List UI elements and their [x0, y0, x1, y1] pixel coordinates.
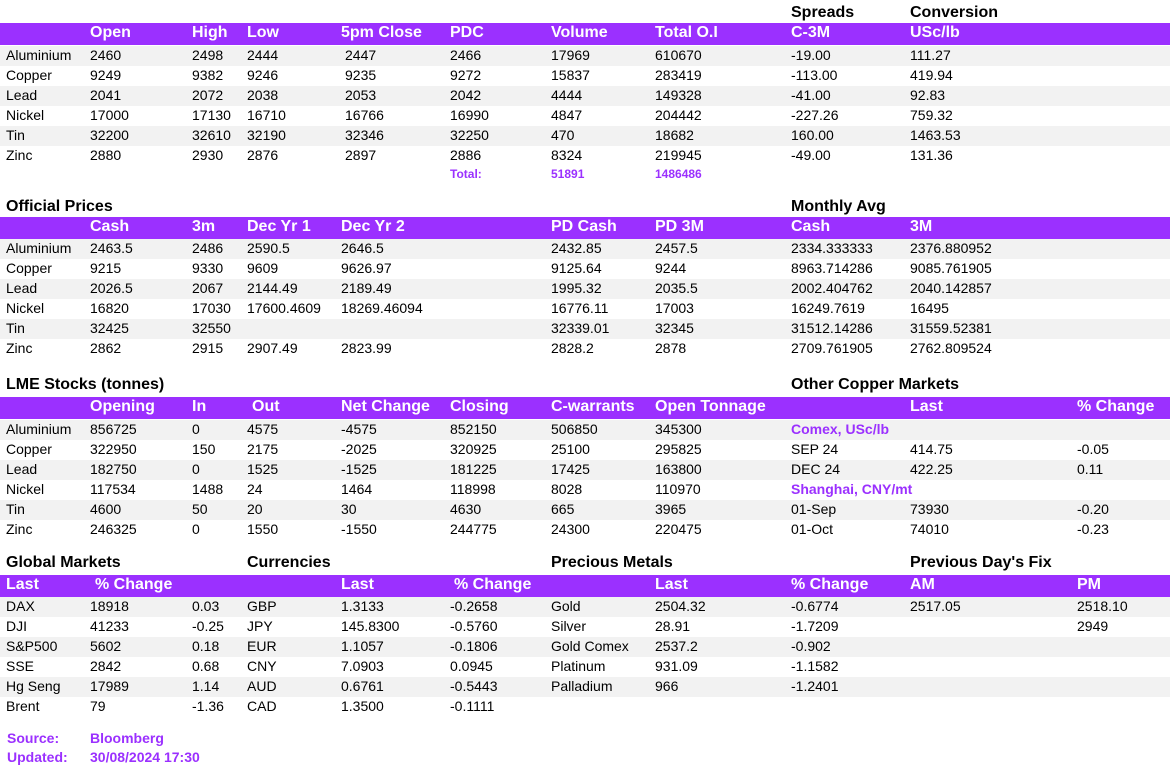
currency-cell-name: CAD [247, 698, 277, 714]
stocks-cell-metal: Aluminium [6, 421, 72, 437]
header-markets-last: Last [6, 576, 39, 593]
currency-cell-change: 0.0945 [450, 658, 493, 674]
top-cell-open: 2460 [90, 47, 122, 63]
official-cell-cash: 2463.5 [90, 240, 133, 256]
official-cell-dec-yr2: 9626.97 [341, 260, 392, 276]
other-copper-cell-market: 01-Oct [791, 521, 834, 537]
market-cell-change: -1.36 [192, 698, 224, 714]
market-cell-name: Hg Seng [6, 678, 61, 694]
header-c-warrants: C-warrants [551, 398, 635, 415]
official-title: Official Prices [6, 198, 113, 215]
header-3m: 3m [192, 218, 216, 235]
stocks-cell-closing: 118998 [450, 481, 496, 497]
spreads-title: Spreads [791, 4, 855, 21]
market-cell-name: DAX [6, 598, 35, 614]
stocks-cell-open-tonnage: 295825 [655, 441, 702, 457]
header-precious-last: Last [655, 576, 688, 593]
stocks-cell-in: 0 [192, 521, 200, 537]
row-band [0, 126, 1170, 146]
top-cell-c-3m: 160.00 [791, 127, 834, 143]
market-cell-name: SSE [6, 658, 35, 674]
top-cell-pdc: 9272 [450, 67, 482, 83]
stocks-cell-open-tonnage: 163800 [655, 461, 702, 477]
fix-cell-pm: 2949 [1077, 618, 1109, 634]
official-cell-monthly-3m: 2762.809524 [910, 340, 992, 356]
header-monthly-3m: 3M [910, 218, 933, 235]
currency-cell-change: -0.1111 [450, 698, 495, 714]
stocks-cell-metal: Tin [6, 501, 25, 517]
stocks-cell-opening: 246325 [90, 521, 137, 537]
top-cell-metal: Lead [6, 87, 38, 103]
header-volume: Volume [551, 24, 608, 41]
top-cell-metal: Copper [6, 67, 52, 83]
stocks-cell-in: 1488 [192, 481, 224, 497]
precious-cell-last: 28.91 [655, 618, 691, 634]
currency-cell-change: -0.2658 [450, 598, 498, 614]
stocks-cell-c-warrants: 24300 [551, 521, 590, 537]
official-cell-dec-yr1: 2907.49 [247, 340, 298, 356]
stocks-cell-closing: 4630 [450, 501, 482, 517]
header-pd-3m: PD 3M [655, 218, 704, 235]
official-cell-3m: 2486 [192, 240, 224, 256]
official-cell-cash: 2026.5 [90, 280, 133, 296]
header-opening: Opening [90, 398, 155, 415]
header-pdc: PDC [450, 24, 484, 41]
updated-label: Updated: [7, 749, 68, 765]
header-currencies-last: Last [341, 576, 374, 593]
other-copper-cell-change: -0.20 [1077, 501, 1109, 517]
global-header-bar [0, 575, 1170, 597]
official-cell-monthly-3m: 9085.761905 [910, 260, 992, 276]
official-cell-3m: 17030 [192, 300, 231, 316]
top-cell-usc-lb: 131.36 [910, 147, 953, 163]
stocks-cell-c-warrants: 17425 [551, 461, 590, 477]
top-cell-high: 32610 [192, 127, 231, 143]
top-cell-pdc: 2042 [450, 87, 482, 103]
official-cell-3m: 32550 [192, 320, 231, 336]
header-c-3m: C-3M [791, 24, 831, 41]
header-net-change: Net Change [341, 398, 430, 415]
official-cell-metal: Nickel [6, 300, 45, 316]
top-cell-open: 32200 [90, 127, 129, 143]
other-copper-cell-market: DEC 24 [791, 461, 841, 477]
official-cell-pd-cash: 16776.11 [551, 300, 609, 316]
official-cell-pd-cash: 1995.32 [551, 280, 602, 296]
precious-cell-change: -1.7209 [791, 618, 839, 634]
precious-cell-last: 2537.2 [655, 638, 698, 654]
top-cell-c-3m: -113.00 [791, 67, 838, 83]
precious-cell-name: Palladium [551, 678, 613, 694]
top-cell-volume: 15837 [551, 67, 590, 83]
official-cell-pd-cash: 2432.85 [551, 240, 602, 256]
updated-value: 30/08/2024 17:30 [90, 749, 200, 765]
top-cell-open: 17000 [90, 107, 129, 123]
official-cell-cash: 9215 [90, 260, 122, 276]
top-cell-usc-lb: 111.27 [910, 47, 951, 63]
conversion-title: Conversion [910, 4, 999, 21]
stocks-cell-out: 4575 [247, 421, 279, 437]
top-cell-high: 2930 [192, 147, 224, 163]
top-cell-high: 17130 [192, 107, 231, 123]
top-cell-volume: 470 [551, 127, 575, 143]
fix-title: Previous Day's Fix [910, 554, 1052, 571]
header-monthly-cash: Cash [791, 218, 831, 235]
currency-cell-name: JPY [247, 618, 273, 634]
header-fix-am: AM [910, 576, 935, 593]
currency-cell-last: 1.1057 [341, 638, 384, 654]
official-cell-cash: 2862 [90, 340, 122, 356]
header-open-tonnage: Open Tonnage [655, 398, 766, 415]
stocks-cell-metal: Copper [6, 441, 52, 457]
top-cell-close-5pm: 2053 [345, 87, 377, 103]
stocks-cell-net-change: -1550 [341, 521, 377, 537]
official-cell-cash: 16820 [90, 300, 129, 316]
official-cell-dec-yr1: 9609 [247, 260, 279, 276]
stocks-title: LME Stocks (tonnes) [6, 376, 165, 393]
official-cell-monthly-3m: 16495 [910, 300, 949, 316]
top-cell-metal: Aluminium [6, 47, 72, 63]
top-cell-close-5pm: 16766 [345, 107, 384, 123]
official-cell-pd-cash: 2828.2 [551, 340, 594, 356]
other-copper-cell-last: 74010 [910, 521, 949, 537]
official-cell-pd-3m: 9244 [655, 260, 687, 276]
market-cell-last: 2842 [90, 658, 122, 674]
official-cell-dec-yr2: 2646.5 [341, 240, 384, 256]
precious-cell-change: -1.2401 [791, 678, 839, 694]
currency-cell-name: EUR [247, 638, 277, 654]
top-cell-high: 2498 [192, 47, 224, 63]
stocks-cell-opening: 856725 [90, 421, 137, 437]
other-copper-cell-last: 414.75 [910, 441, 953, 457]
official-cell-metal: Tin [6, 320, 25, 336]
market-cell-name: Brent [6, 698, 40, 714]
stocks-cell-closing: 852150 [450, 421, 497, 437]
stocks-cell-open-tonnage: 110970 [655, 481, 701, 497]
currency-cell-last: 1.3500 [341, 698, 384, 714]
precious-cell-change: -0.6774 [791, 598, 839, 614]
official-cell-dec-yr2: 2189.49 [341, 280, 392, 296]
stocks-cell-net-change: -1525 [341, 461, 377, 477]
official-cell-dec-yr2: 18269.46094 [341, 300, 423, 316]
stocks-cell-net-change: -4575 [341, 421, 377, 437]
header-markets-change: % Change [95, 576, 173, 593]
top-header-bar [0, 23, 1170, 45]
currency-cell-last: 1.3133 [341, 598, 384, 614]
stocks-cell-metal: Zinc [6, 521, 33, 537]
stocks-cell-open-tonnage: 345300 [655, 421, 702, 437]
top-cell-low: 2876 [247, 147, 279, 163]
stocks-cell-c-warrants: 665 [551, 501, 575, 517]
official-cell-pd-3m: 32345 [655, 320, 694, 336]
stocks-cell-out: 24 [247, 481, 263, 497]
official-cell-monthly-cash: 16249.7619 [791, 300, 865, 316]
global-title: Global Markets [6, 554, 121, 571]
official-cell-dec-yr1: 17600.4609 [247, 300, 321, 316]
total-label: Total: [450, 167, 482, 181]
top-cell-pdc: 2466 [450, 47, 482, 63]
stocks-cell-in: 150 [192, 441, 216, 457]
header-currencies-change: % Change [454, 576, 532, 593]
top-cell-low: 9246 [247, 67, 279, 83]
top-cell-high: 9382 [192, 67, 224, 83]
top-cell-volume: 4847 [551, 107, 583, 123]
stocks-cell-metal: Nickel [6, 481, 45, 497]
header-closing: Closing [450, 398, 509, 415]
official-cell-pd-3m: 2035.5 [655, 280, 698, 296]
top-cell-open: 9249 [90, 67, 122, 83]
header-dec-yr2: Dec Yr 2 [341, 218, 405, 235]
stocks-cell-c-warrants: 25100 [551, 441, 590, 457]
top-cell-metal: Zinc [6, 147, 33, 163]
currency-cell-last: 0.6761 [341, 678, 384, 694]
official-cell-pd-3m: 17003 [655, 300, 694, 316]
market-cell-change: 0.03 [192, 598, 220, 614]
source-label: Source: [7, 730, 60, 746]
market-cell-last: 41233 [90, 618, 129, 634]
other-copper-cell-last: 422.25 [910, 461, 953, 477]
top-cell-open: 2880 [90, 147, 122, 163]
header-low: Low [247, 24, 279, 41]
official-cell-pd-3m: 2878 [655, 340, 687, 356]
header-other-change: % Change [1077, 398, 1155, 415]
currency-cell-change: -0.5443 [450, 678, 498, 694]
top-cell-usc-lb: 1463.53 [910, 127, 961, 143]
currency-cell-change: -0.1806 [450, 638, 498, 654]
official-cell-pd-cash: 9125.64 [551, 260, 602, 276]
stocks-cell-in: 0 [192, 461, 200, 477]
top-cell-total-oi: 283419 [655, 67, 702, 83]
market-cell-change: 0.68 [192, 658, 220, 674]
precious-cell-name: Gold Comex [551, 638, 629, 654]
header-5pm-close: 5pm Close [341, 24, 422, 41]
precious-cell-last: 966 [655, 678, 679, 694]
official-cell-monthly-3m: 2040.142857 [910, 280, 992, 296]
other-copper-cell-market: SEP 24 [791, 441, 839, 457]
top-cell-close-5pm: 32346 [345, 127, 384, 143]
stocks-cell-metal: Lead [6, 461, 38, 477]
stocks-cell-in: 0 [192, 421, 200, 437]
top-cell-pdc: 16990 [450, 107, 489, 123]
market-cell-change: 0.18 [192, 638, 220, 654]
precious-cell-change: -1.1582 [791, 658, 839, 674]
stocks-cell-opening: 4600 [90, 501, 122, 517]
row-band [0, 597, 1170, 617]
official-cell-dec-yr1: 2144.49 [247, 280, 298, 296]
other-copper-cell-change: -0.05 [1077, 441, 1109, 457]
precious-cell-last: 931.09 [655, 658, 698, 674]
precious-cell-name: Gold [551, 598, 581, 614]
header-cash: Cash [90, 218, 130, 235]
official-cell-3m: 2067 [192, 280, 224, 296]
official-cell-3m: 2915 [192, 340, 224, 356]
official-cell-dec-yr2: 2823.99 [341, 340, 392, 356]
top-cell-c-3m: -19.00 [791, 47, 831, 63]
header-high: High [192, 24, 228, 41]
header-other-last: Last [910, 398, 943, 415]
market-cell-last: 18918 [90, 598, 129, 614]
currency-cell-name: AUD [247, 678, 277, 694]
header-pd-cash: PD Cash [551, 218, 617, 235]
top-cell-close-5pm: 2897 [345, 147, 377, 163]
stocks-cell-in: 50 [192, 501, 208, 517]
stocks-cell-opening: 182750 [90, 461, 137, 477]
top-cell-high: 2072 [192, 87, 224, 103]
currency-cell-last: 7.0903 [341, 658, 384, 674]
top-cell-metal: Tin [6, 127, 25, 143]
top-cell-volume: 8324 [551, 147, 583, 163]
header-precious-change: % Change [791, 576, 869, 593]
official-cell-dec-yr1: 2590.5 [247, 240, 290, 256]
stocks-cell-c-warrants: 506850 [551, 421, 598, 437]
official-cell-metal: Aluminium [6, 240, 72, 256]
top-cell-volume: 17969 [551, 47, 590, 63]
top-cell-total-oi: 204442 [655, 107, 702, 123]
total-volume: 51891 [551, 167, 585, 181]
top-cell-close-5pm: 9235 [345, 67, 377, 83]
currency-cell-change: -0.5760 [450, 618, 498, 634]
official-cell-monthly-cash: 2002.404762 [791, 280, 873, 296]
top-cell-pdc: 32250 [450, 127, 489, 143]
stocks-cell-net-change: 30 [341, 501, 357, 517]
precious-title: Precious Metals [551, 554, 673, 571]
top-cell-pdc: 2886 [450, 147, 482, 163]
stocks-cell-opening: 322950 [90, 441, 137, 457]
top-cell-usc-lb: 92.83 [910, 87, 946, 103]
top-cell-c-3m: -41.00 [791, 87, 831, 103]
currencies-title: Currencies [247, 554, 331, 571]
stocks-cell-open-tonnage: 3965 [655, 501, 687, 517]
stocks-header-bar [0, 397, 1170, 419]
header-out: Out [252, 398, 280, 415]
top-cell-metal: Nickel [6, 107, 45, 123]
official-cell-monthly-cash: 8963.714286 [791, 260, 873, 276]
header-total-oi: Total O.I [655, 24, 718, 41]
top-cell-usc-lb: 419.94 [910, 67, 953, 83]
stocks-cell-open-tonnage: 220475 [655, 521, 702, 537]
header-usc-lb: USc/lb [910, 24, 960, 41]
stocks-cell-net-change: -2025 [341, 441, 377, 457]
stocks-cell-c-warrants: 8028 [551, 481, 583, 497]
official-cell-monthly-3m: 31559.52381 [910, 320, 992, 336]
top-cell-open: 2041 [90, 87, 122, 103]
stocks-cell-out: 20 [247, 501, 263, 517]
top-cell-volume: 4444 [551, 87, 583, 103]
official-cell-metal: Zinc [6, 340, 33, 356]
official-cell-monthly-cash: 2709.761905 [791, 340, 873, 356]
header-open: Open [90, 24, 131, 41]
top-cell-close-5pm: 2447 [345, 47, 377, 63]
fix-cell-pm: 2518.10 [1077, 598, 1128, 614]
precious-cell-last: 2504.32 [655, 598, 706, 614]
market-cell-change: 1.14 [192, 678, 220, 694]
row-band [0, 86, 1170, 106]
top-cell-low: 32190 [247, 127, 286, 143]
market-cell-name: DJI [6, 618, 27, 634]
stocks-cell-net-change: 1464 [341, 481, 373, 497]
official-cell-monthly-3m: 2376.880952 [910, 240, 992, 256]
top-cell-c-3m: -227.26 [791, 107, 839, 123]
official-cell-monthly-cash: 2334.333333 [791, 240, 873, 256]
official-cell-3m: 9330 [192, 260, 224, 276]
source-value: Bloomberg [90, 730, 164, 746]
market-cell-change: -0.25 [192, 618, 224, 634]
official-cell-metal: Copper [6, 260, 52, 276]
top-cell-low: 16710 [247, 107, 286, 123]
market-cell-last: 79 [90, 698, 106, 714]
other-copper-cell-market: Shanghai, CNY/mt [791, 481, 913, 497]
currency-cell-name: GBP [247, 598, 277, 614]
official-cell-pd-3m: 2457.5 [655, 240, 698, 256]
currency-cell-name: CNY [247, 658, 277, 674]
top-cell-total-oi: 219945 [655, 147, 702, 163]
other-copper-title: Other Copper Markets [791, 376, 960, 393]
precious-cell-name: Silver [551, 618, 587, 634]
precious-cell-change: -0.902 [791, 638, 831, 654]
stocks-cell-opening: 117534 [90, 481, 136, 497]
header-dec-yr1: Dec Yr 1 [247, 218, 311, 235]
other-copper-cell-change: 0.11 [1077, 461, 1104, 477]
top-cell-usc-lb: 759.32 [910, 107, 953, 123]
monthly-title: Monthly Avg [791, 198, 886, 215]
market-cell-last: 5602 [90, 638, 122, 654]
top-cell-total-oi: 149328 [655, 87, 702, 103]
top-cell-low: 2038 [247, 87, 279, 103]
stocks-cell-closing: 244775 [450, 521, 497, 537]
top-cell-total-oi: 18682 [655, 127, 694, 143]
top-cell-c-3m: -49.00 [791, 147, 831, 163]
stocks-cell-out: 1550 [247, 521, 279, 537]
total-oi: 1486486 [655, 167, 702, 181]
stocks-cell-closing: 320925 [450, 441, 497, 457]
official-cell-metal: Lead [6, 280, 38, 296]
other-copper-cell-change: -0.23 [1077, 521, 1109, 537]
stocks-cell-out: 2175 [247, 441, 279, 457]
market-cell-last: 17989 [90, 678, 129, 694]
official-cell-monthly-cash: 31512.14286 [791, 320, 873, 336]
currency-cell-last: 145.8300 [341, 618, 400, 634]
header-fix-pm: PM [1077, 576, 1101, 593]
official-cell-cash: 32425 [90, 320, 129, 336]
other-copper-cell-last: 73930 [910, 501, 949, 517]
header-in: In [192, 398, 207, 415]
fix-cell-am: 2517.05 [910, 598, 961, 614]
stocks-cell-out: 1525 [247, 461, 279, 477]
precious-cell-name: Platinum [551, 658, 606, 674]
official-cell-pd-cash: 32339.01 [551, 320, 610, 336]
official-header-bar [0, 217, 1170, 239]
row-band [0, 500, 1170, 520]
top-cell-low: 2444 [247, 47, 279, 63]
market-cell-name: S&P500 [6, 638, 58, 654]
other-copper-cell-market: Comex, USc/lb [791, 421, 890, 437]
other-copper-cell-market: 01-Sep [791, 501, 837, 517]
stocks-cell-closing: 181225 [450, 461, 497, 477]
top-cell-total-oi: 610670 [655, 47, 702, 63]
